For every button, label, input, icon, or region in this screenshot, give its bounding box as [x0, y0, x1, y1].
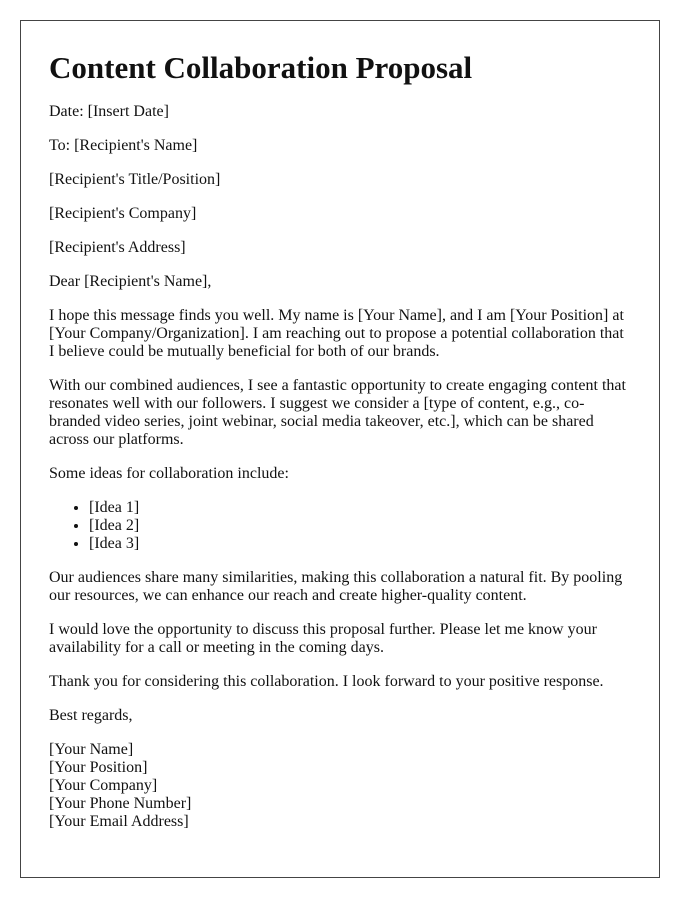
- signature-position: [Your Position]: [49, 759, 148, 776]
- opportunity-paragraph: With our combined audiences, I see a fantastic opportunity to create engaging content that resonates well with our followers. I suggest we consider a [type of content, e.g., co-branded video series, joint webinar, social media takeover, etc.], which can be shared across our platforms.: [49, 377, 626, 448]
- recipient-company-line: [Recipient's Company]: [49, 205, 197, 222]
- salutation: Dear [Recipient's Name],: [49, 273, 212, 290]
- letter-container: [20, 20, 660, 878]
- list-item: • [Idea 1]: [89, 499, 631, 517]
- list-item: • [Idea 3]: [89, 535, 631, 553]
- recipient-name-line: To: [Recipient's Name]: [49, 137, 198, 154]
- signature-email: [Your Email Address]: [49, 813, 189, 830]
- fit-paragraph: Our audiences share many similarities, making this collaboration a natural fit. By pooling our resources, we can enhance our reach and create higher-quality content.: [49, 569, 623, 604]
- ideas-intro: Some ideas for collaboration include:: [49, 465, 289, 482]
- signature-name: [Your Name]: [49, 741, 134, 758]
- discussion-paragraph: I would love the opportunity to discuss this proposal further. Please let me know your availability for a call or meeting in the coming days.: [49, 621, 597, 656]
- ideas-list: [49, 499, 631, 553]
- signature-block: [49, 741, 631, 831]
- thanks-paragraph: Thank you for considering this collaboration. I look forward to your positive response.: [49, 673, 604, 690]
- date-line: Date: [Insert Date]: [49, 103, 169, 120]
- list-item: • [Idea 2]: [89, 517, 631, 535]
- recipient-address-line: [Recipient's Address]: [49, 239, 186, 256]
- page-title: Content Collaboration Proposal: [49, 50, 473, 85]
- signature-phone: [Your Phone Number]: [49, 795, 192, 812]
- recipient-title-line: [Recipient's Title/Position]: [49, 171, 221, 188]
- intro-paragraph: I hope this message finds you well. My name is [Your Name], and I am [Your Position] at [Your Company/Organization]. I am reaching out to propose a potential collaboration that I believe could be mutually beneficial for both of our brands.: [49, 307, 624, 360]
- closing: Best regards,: [49, 707, 133, 724]
- signature-company: [Your Company]: [49, 777, 158, 794]
